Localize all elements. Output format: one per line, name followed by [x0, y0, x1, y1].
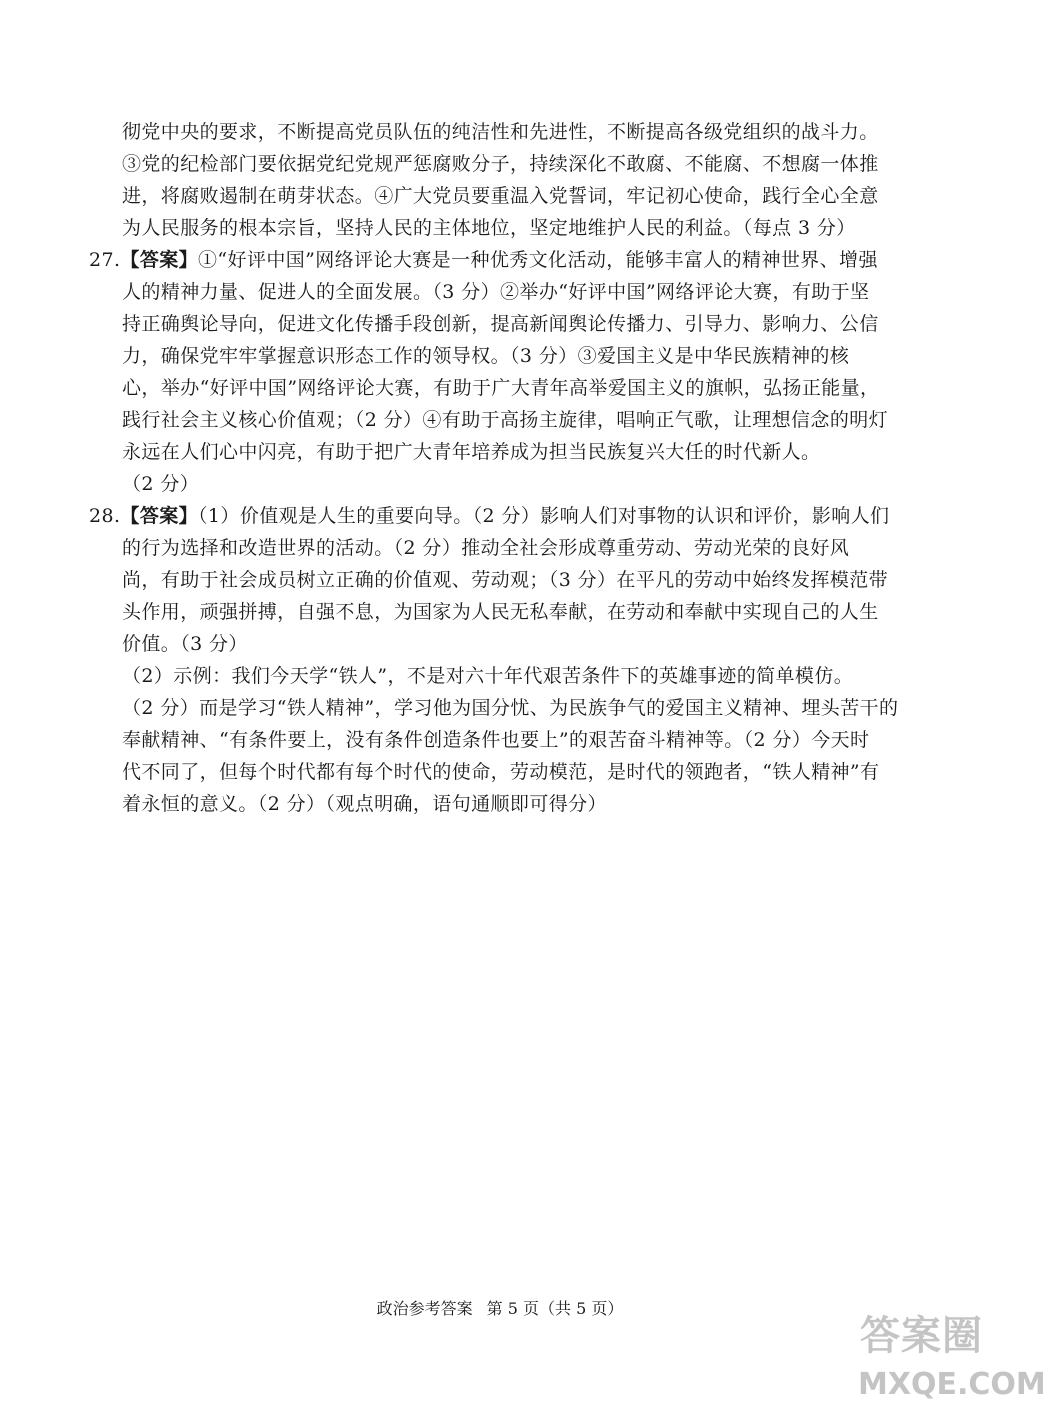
question-number: 27.	[89, 249, 121, 271]
text-line: 头作用，顽强拼搏，自强不息，为国家为人民无私奉献，在劳动和奉献中实现自己的人生	[122, 601, 879, 623]
text-line: 彻党中央的要求，不断提高党员队伍的纯洁性和先进性，不断提高各级党组织的战斗力。	[122, 121, 879, 143]
text-line: 代不同了，但每个时代都有每个时代的使命，劳动模范，是时代的领跑者，“铁人精神”有	[122, 761, 880, 783]
text-line: 为人民服务的根本宗旨，坚持人民的主体地位，坚定地维护人民的利益。（每点 3 分）	[122, 217, 856, 239]
text-line: ①“好评中国”网络评论大赛是一种优秀文化活动，能够丰富人的精神世界、增强	[198, 249, 878, 271]
answer-tag: 【答案】	[120, 505, 199, 527]
footer-subject: 政治参考答案	[376, 1299, 473, 1318]
text-line: 进，将腐败遏制在萌芽状态。④广大党员要重温入党誓词，牢记初心使命，践行全心全意	[122, 185, 879, 207]
page-footer	[0, 1299, 1000, 1319]
text-line: （2 分）	[122, 473, 200, 495]
text-line: 持正确舆论导向，促进文化传播手段创新，提高新闻舆论传播力、引导力、影响力、公信	[122, 313, 879, 335]
text-line: 的行为选择和改造世界的活动。（2 分）推动全社会形成尊重劳动、劳动光荣的良好风	[122, 537, 850, 559]
text-line: ③党的纪检部门要依据党纪党规严惩腐败分子，持续深化不敢腐、不能腐、不想腐一体推	[122, 153, 879, 175]
text-line: 价值。（3 分）	[122, 633, 248, 655]
text-line: （2 分）而是学习“铁人精神”，学习他为国分忧、为民族争气的爱国主义精神、埋头苦干的	[122, 697, 899, 719]
footer-page-number: 第 5 页（共 5 页）	[486, 1299, 624, 1318]
text-line: 心，举办“好评中国”网络评论大赛，有助于广大青年高举爱国主义的旗帜，弘扬正能量，	[122, 377, 880, 399]
question-28-first-line	[89, 504, 889, 528]
text-line: 践行社会主义核心价值观；（2 分）④有助于高扬主旋律，唱响正气歌，让理想信念的明灯	[122, 409, 889, 431]
watermark-logo-text: 答案圈	[860, 1313, 983, 1359]
text-line: 力，确保党牢牢掌握意识形态工作的领导权。（3 分）③爱国主义是中华民族精神的核	[122, 345, 850, 367]
watermark-logo	[858, 1310, 1046, 1410]
text-line: 人的精神力量、促进人的全面发展。（3 分）②举办“好评中国”网络评论大赛，有助于坚	[122, 281, 870, 303]
text-line: （2）示例：我们今天学“铁人”，不是对六十年代艰苦条件下的英雄事迹的简单模仿。	[122, 665, 854, 687]
answer-tag: 【答案】	[120, 249, 199, 271]
text-line: 着永恒的意义。（2 分）（观点明确，语句通顺即可得分）	[122, 793, 607, 815]
watermark-logo-url: MXQE.COM	[858, 1367, 1046, 1402]
question-27-first-line	[89, 248, 878, 272]
text-line: 尚，有助于社会成员树立正确的价值观、劳动观；（3 分）在平凡的劳动中始终发挥模范带	[122, 569, 889, 591]
question-number: 28.	[89, 505, 121, 527]
text-line: 永远在人们心中闪亮，有助于把广大青年培养成为担当民族复兴大任的时代新人。	[122, 441, 821, 463]
text-line: 奉献精神、“有条件要上，没有条件创造条件也要上”的艰苦奋斗精神等。（2 分）今天时	[122, 729, 870, 751]
text-line: （1）价值观是人生的重要向导。（2 分）影响人们对事物的认识和评价，影响人们	[198, 505, 890, 527]
